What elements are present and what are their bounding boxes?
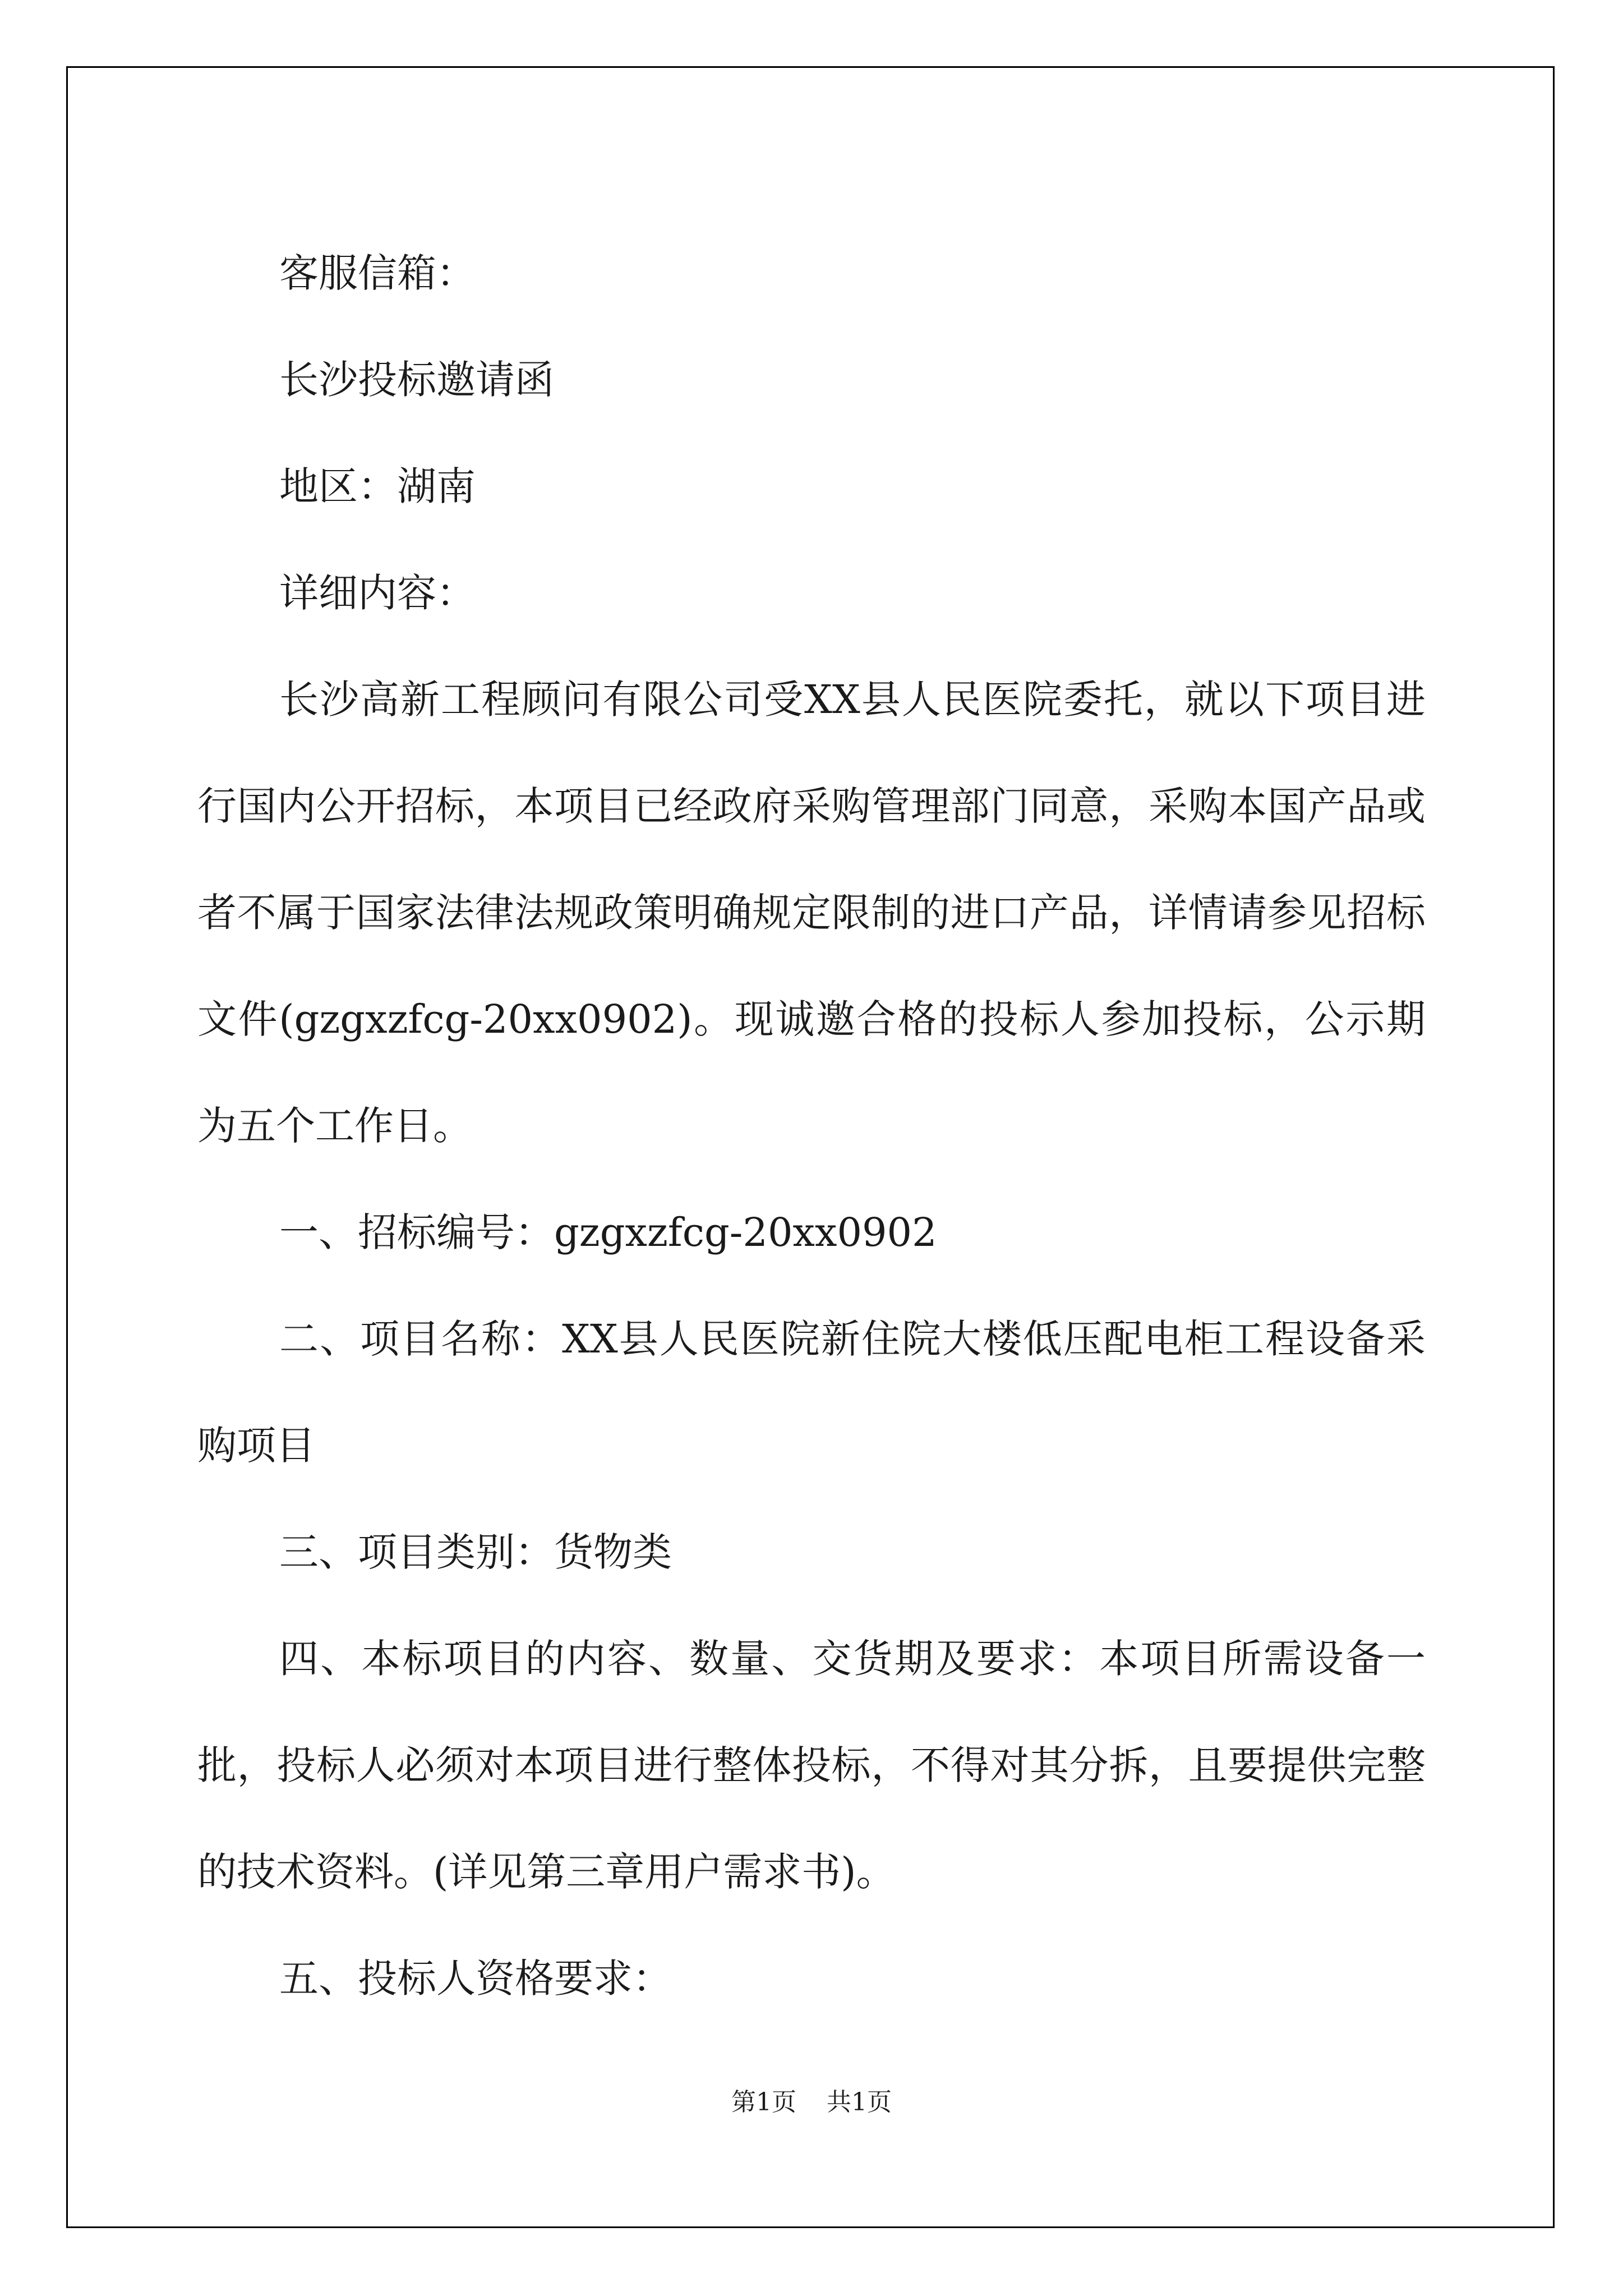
paragraph-title: 长沙投标邀请函	[279, 357, 554, 403]
paragraph-intro: 长沙高新工程顾问有限公司受XX县人民医院委托，就以下项目进行国内公开招标，本项目已经政府采购管理部门同意，采购本国产品或者不属于国家法律法规政策明确规定限制的进口产品，详情请参见招标文件(gzgxzfcg-20xx0902)。现诚邀合格的投标人参加投标，公示期为五个工作日。	[197, 677, 1426, 1149]
paragraph-tender-number: 一、招标编号：gzgxzfcg-20xx0902	[279, 1209, 937, 1255]
page-number-current: 第1页	[731, 2088, 796, 2116]
page-footer	[0, 2086, 1623, 2119]
page-number-total: 共1页	[827, 2088, 892, 2116]
paragraph-scope: 四、本标项目的内容、数量、交货期及要求：本项目所需设备一批，投标人必须对本项目进行整体投标，不得对其分拆，且要提供完整的技术资料。(详见第三章用户需求书)。	[197, 1636, 1426, 1895]
document-body	[197, 220, 1426, 2032]
paragraph-details-label: 详细内容：	[279, 570, 476, 616]
paragraph-region: 地区：湖南	[279, 463, 476, 509]
paragraph-project-category: 三、项目类别：货物类	[279, 1529, 672, 1575]
paragraph-service-mailbox: 客服信箱：	[279, 250, 476, 296]
paragraph-bidder-requirements: 五、投标人资格要求：	[279, 1955, 672, 2001]
paragraph-project-name: 二、项目名称：XX县人民医院新住院大楼低压配电柜工程设备采购项目	[197, 1316, 1426, 1469]
